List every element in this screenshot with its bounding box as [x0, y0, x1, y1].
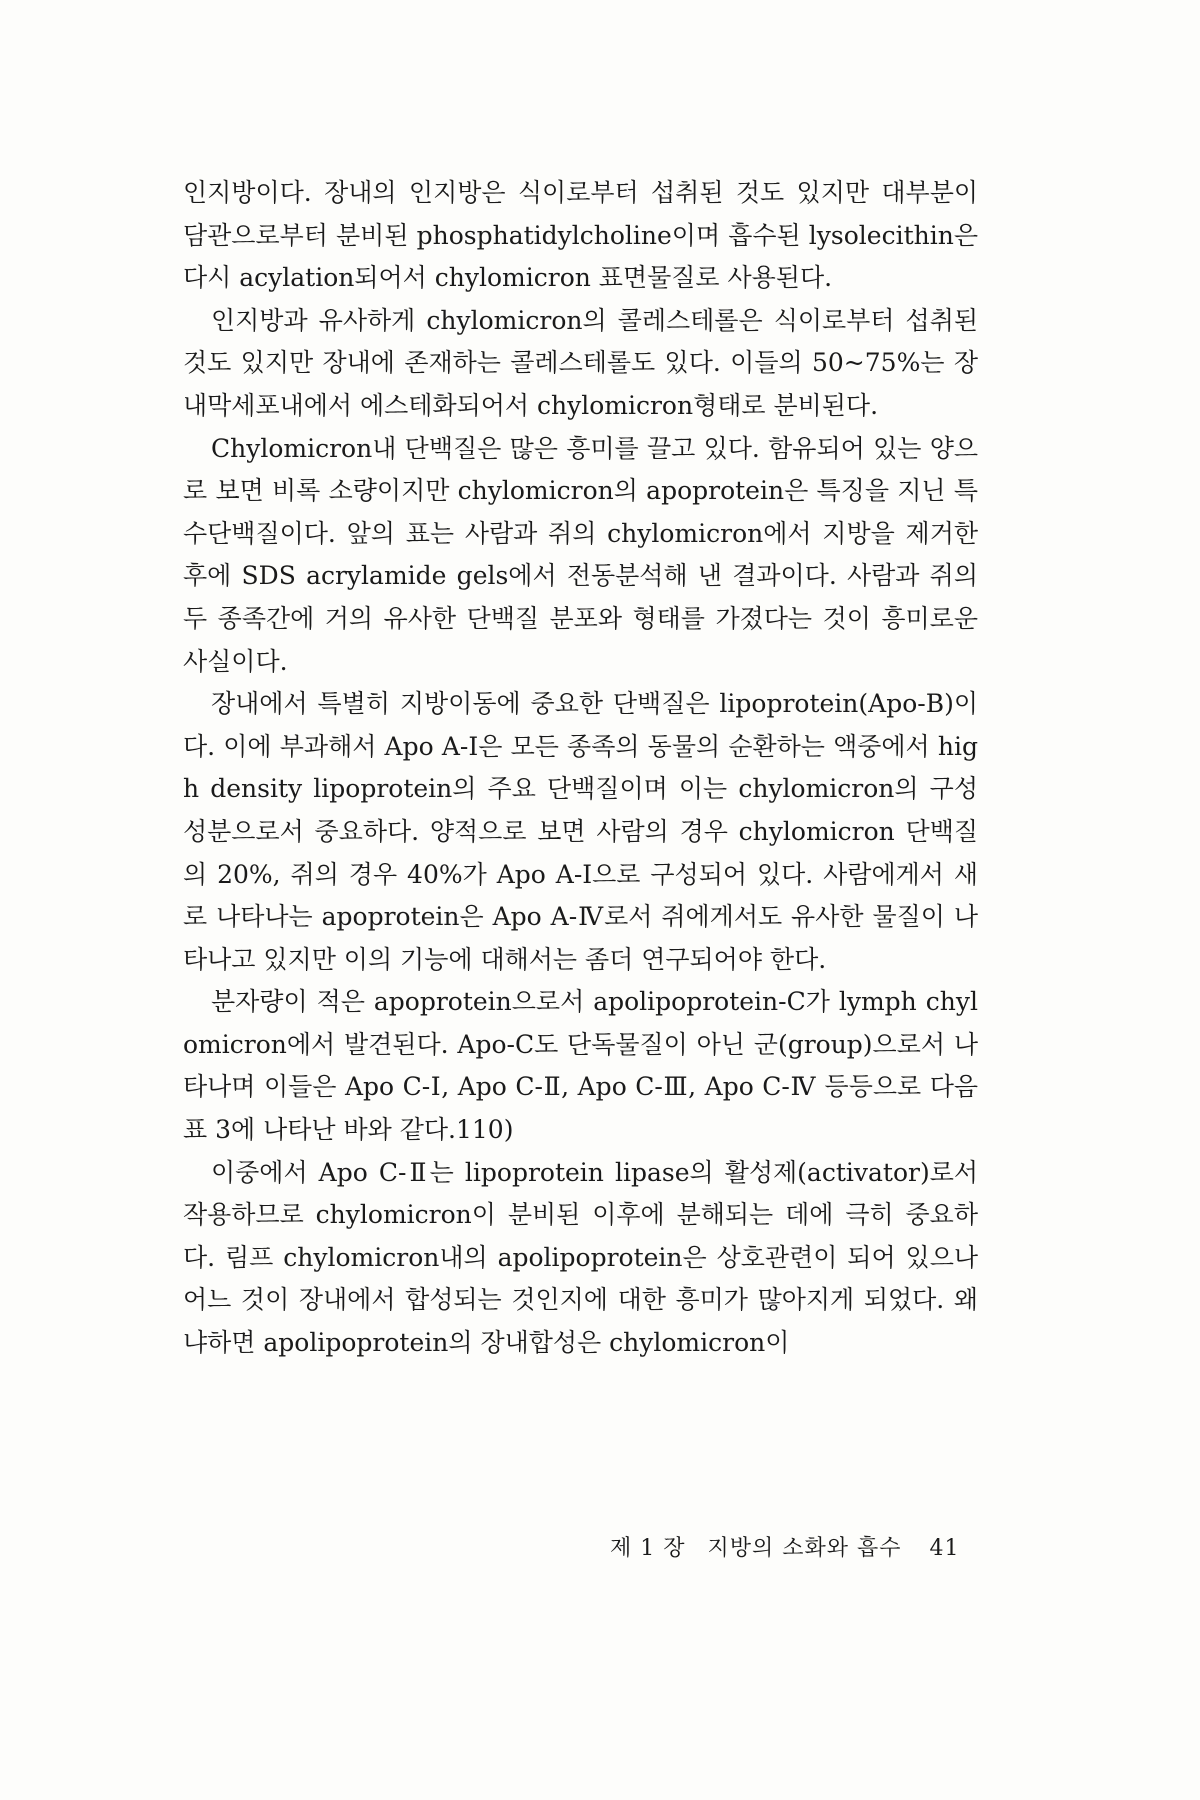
- paragraph: 장내에서 특별히 지방이동에 중요한 단백질은 lipoprotein(Apo-B)이다. 이에 부과해서 Apo A-I은 모든 종족의 동물의 순환하는 액중에서 high density lipoprotein의 주요 단백질이며 이는 chylomicron의 구성성분으로서 중요하다. 양적으로 보면 사람의 경우 chylomicron 단백질의 20%, 쥐의 경우 40%가 Apo A-I으로 구성되어 있다. 사람에게서 새로 나타나는 apoprotein은 Apo A-Ⅳ로서 쥐에게서도 유사한 물질이 나타나고 있지만 이의 기능에 대해서는 좀더 연구되어야 한다.: [183, 689, 978, 974]
- chapter-label: 제 1 장: [610, 1536, 686, 1561]
- paragraph: 이중에서 Apo C-Ⅱ는 lipoprotein lipase의 활성제(activator)로서 작용하므로 chylomicron이 분비된 이후에 분해되는 데에 극히 중요하다. 림프 chylomicron내의 apolipoprotein은 상호관련이 되어 있으나 어느 것이 장내에서 합성되는 것인지에 대한 흥미가 많아지게 되었다. 왜냐하면 apolipoprotein의 장내합성은 chylomicron이: [183, 1157, 978, 1358]
- paragraph: Chylomicron내 단백질은 많은 흥미를 끌고 있다. 함유되어 있는 양으로 보면 비록 소량이지만 chylomicron의 apoprotein은 특징을 지닌 특수단백질이다. 앞의 표는 사람과 쥐의 chylomicron에서 지방을 제거한 후에 SDS acrylamide gels에서 전동분석해 낸 결과이다. 사람과 쥐의 두 종족간에 거의 유사한 단백질 분포와 형태를 가졌다는 것이 흥미로운 사실이다.: [183, 433, 978, 676]
- chapter-title: 지방의 소화와 흡수: [707, 1536, 902, 1561]
- page-footer: [610, 1531, 960, 1562]
- body-text: [183, 172, 978, 1365]
- page-number: 41: [929, 1536, 960, 1561]
- paragraph: 인지방과 유사하게 chylomicron의 콜레스테롤은 식이로부터 섭취된 것도 있지만 장내에 존재하는 콜레스테롤도 있다. 이들의 50~75%는 장내막세포내에서 에스테화되어서 chylomicron형태로 분비된다.: [183, 305, 978, 420]
- paragraph: 인지방이다. 장내의 인지방은 식이로부터 섭취된 것도 있지만 대부분이 담관으로부터 분비된 phosphatidylcholine이며 흡수된 lysolecithin은 다시 acylation되어서 chylomicron 표면물질로 사용된다.: [183, 178, 978, 293]
- paragraph: 분자량이 적은 apoprotein으로서 apolipoprotein-C가 lymph chylomicron에서 발견된다. Apo-C도 단독물질이 아닌 군(group)으로서 나타나며 이들은 Apo C-Ⅰ, Apo C-Ⅱ, Apo C-Ⅲ, Apo C-Ⅳ 등등으로 다음 표 3에 나타난 바와 같다.110): [183, 987, 978, 1145]
